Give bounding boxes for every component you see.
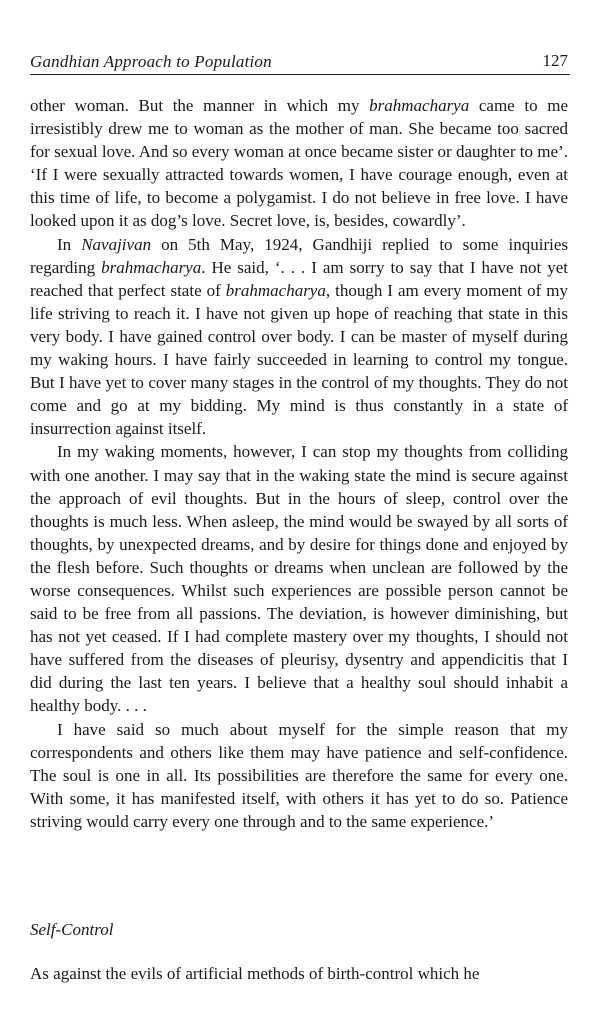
body-text — [30, 94, 568, 833]
text-run: , though I am every moment of my life striving to reach it. I have not given up hope of reaching that state in this very body. I have gained control over body. I can be master of myself during my waking hours. I have fairly succeeded in learning to control my tongue. But I have yet to cover many stages in the control of my thoughts. They do not come and go at my bidding. My mind is thus constantly in a state of insurrection against itself. — [30, 280, 568, 439]
paragraph-navajivan — [30, 233, 568, 441]
italic-term: brahmacharya — [369, 96, 470, 115]
text-run: In my waking moments, however, I can stop my thoughts from colliding with one another. I may say that in the waking state the mind is secure against the approach of evil thoughts. But in the hours of sleep, control over the thoughts is much less. When asleep, the mind would be swayed by all sorts of thoughts, by unexpected dreams, and by desire for things done and enjoyed by the flesh before. Such thoughts or dreams when unclean are followed by the worse consequences. Whilst such experiences are possible person cannot be said to be free from all passions. The deviation, is however diminishing, but has not yet ceased. If I had complete mastery over my thoughts, I should not have suffered from the diseases of pleurisy, dysentry and appendicitis that I did during the last ten years. I believe that a healthy soul should inhabit a healthy body. . . . — [30, 442, 568, 716]
text-run: other woman. But the manner in which my — [30, 96, 370, 115]
italic-term: Navajivan — [81, 234, 152, 254]
section-heading: Self-Control — [30, 920, 114, 939]
running-title: Gandhian Approach to Population — [30, 52, 272, 71]
italic-term: brahmacharya — [101, 257, 202, 277]
text-run: I have said so much about myself for the simple reason that my correspondents and others like them may have patience and self-confidence. The soul is one in all. Its possibilities are therefore the same for every one. With some, it has manifested itself, with others it has yet to do so. Patience striving would carry every one through and to the same experience.’ — [30, 719, 568, 831]
running-head — [30, 52, 570, 75]
text-run: on 5th May, 1924, Gandhiji replied to some inquiries regarding — [30, 234, 568, 277]
paragraph-waking-moments — [30, 440, 568, 717]
text-run: came to me irresistibly drew me to woman as the mother of man. She became too sacred for sexual love. And so every woman at once became sister or daughter to me’. ‘If I were sexually attracted towards women, I have courage enough, even at this time of life, to become a polygamist. I do not believe in free love. I have looked upon it as dog’s love. Secret love, is, besides, cowardly’. — [30, 96, 568, 231]
text-run: In — [57, 234, 82, 254]
paragraph-patience — [30, 718, 568, 833]
paragraph-birth-control: As against the evils of artificial methods of birth-control which he — [30, 964, 480, 983]
italic-term: brahmacharya — [225, 280, 326, 300]
page-number: 127 — [542, 51, 568, 70]
paragraph-continuation — [30, 94, 568, 233]
text-run: . He said, ‘. . . I am sorry to say that I have not yet reached that perfect state of — [30, 257, 569, 300]
